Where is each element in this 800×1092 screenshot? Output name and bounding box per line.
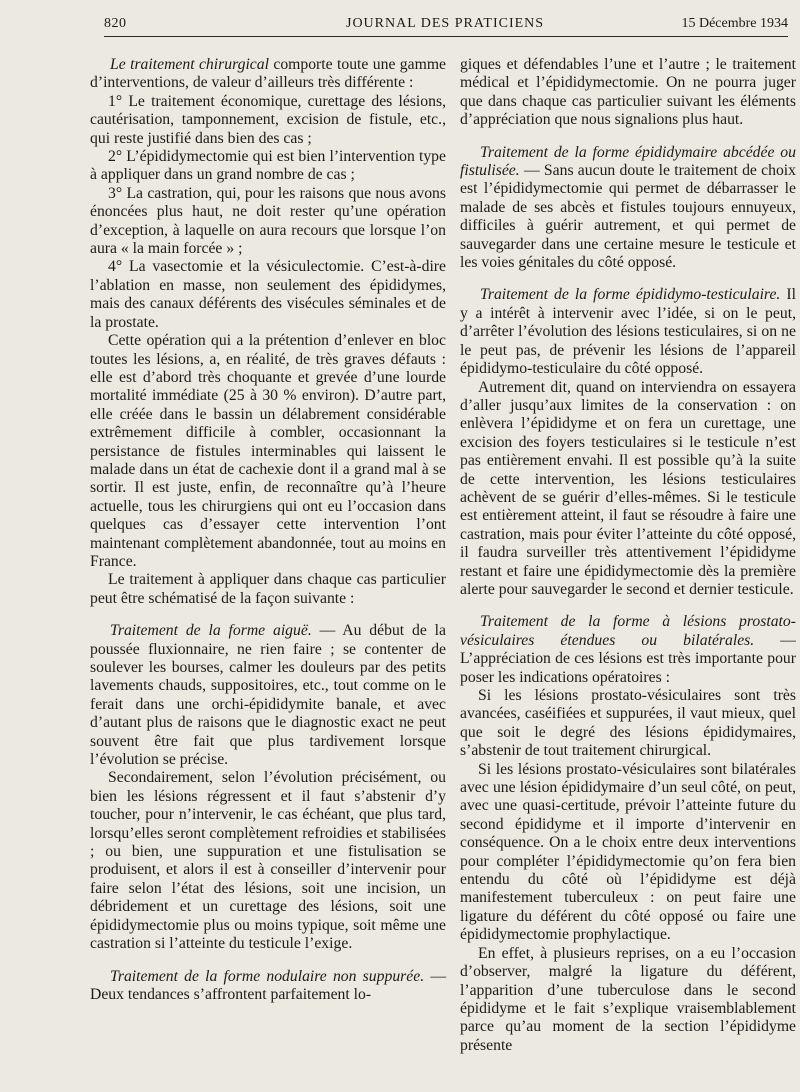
header-rule bbox=[104, 36, 788, 37]
paragraph bbox=[460, 286, 796, 378]
section-heading: Traitement de la forme à lésions prostato-vésiculaires étendues ou bilatérales. bbox=[460, 613, 796, 649]
paragraph-text: comporte toute une gamme d’interventions, de valeur d’ailleurs très différente : bbox=[90, 56, 446, 92]
issue-date: 15 Décembre 1934 bbox=[681, 16, 788, 31]
section-heading: Traitement de la forme aiguë. bbox=[110, 622, 312, 640]
paragraph bbox=[460, 144, 796, 273]
paragraph-text: — Au début de la poussée fluxionnaire, ne rien faire ; se contenter de soulever les bourses, calmer les douleurs par des petits lavements chauds, suppositoires, etc., tout comme on le ferait dans une orchi-épididymite banale, et avec d’autant plus de raisons que le diagnostic exact ne peut souvent être fait que plus tardivement lorsque l’évolution se précise. bbox=[90, 622, 446, 769]
paragraph: Autrement dit, quand on interviendra on essayera d’aller jusqu’aux limites de la conservation : on enlèvera l’épididyme et on fera un curettage, une excision des foyers testiculaires si le testicule n’est pas entièrement envahi. Il est possible qu’à la suite de cette intervention, les lésions testiculaires achèvent de se guérir d’elles-mêmes. Si le testicule est entièrement atteint, il faut se résoudre à faire une castration, mais pour éviter l’atteinte du côté opposé, il faudra surveiller très attentivement l’épididyme restant et faire une épididymectomie dès la première alerte pour sauvegarder le second et dernier testicule. bbox=[460, 378, 796, 598]
paragraph: En effet, à plusieurs reprises, on a eu l’occasion d’observer, malgré la ligature du déférent, l’apparition d’une tuberculose dans le second épididyme et le fait s’explique vraisemblablement parce qu’au moment de la section l’épididyme présente bbox=[460, 944, 796, 1054]
section-heading: Le traitement chirurgical bbox=[110, 56, 269, 73]
list-item: 1° Le traitement économique, curettage des lésions, cautérisation, tamponnement, excision de fistule, etc., qui reste justifié dans bien des cas ; bbox=[90, 92, 446, 147]
section-heading: Traitement de la forme épididymaire abcédée ou fistulisée. bbox=[460, 143, 796, 180]
right-column bbox=[460, 56, 796, 1092]
paragraph-text: — L’appréciation de ces lésions est très importante pour poser les indications opératoires : bbox=[460, 631, 796, 686]
paragraph bbox=[460, 613, 796, 687]
section-heading: Traitement de la forme nodulaire non suppurée. bbox=[110, 967, 425, 985]
list-item: 3° La castration, qui, pour les raisons que nous avons énoncées plus haut, ne doit rester qu’une opération d’exception, à laquelle on aura recours que lorsque l’on aura « la main forcée » ; bbox=[90, 184, 446, 258]
paragraph: giques et défendables l’une et l’autre ; le traitement médical et l’épididymectomie. On ne pourra juger que dans chaque cas particulier suivant les éléments d’appréciation que nous signalions plus haut. bbox=[460, 56, 796, 129]
paragraph-text: Il y a intérêt à intervenir avec l’idée, si on le peut, d’arrêter l’évolution des lésions testiculaires, si on ne le peut pas, de prévenir les lésions de l’appareil épididymo-testiculaire du côté opposé. bbox=[460, 286, 796, 378]
paragraph: Secondairement, selon l’évolution précisément, ou bien les lésions régressent et il faut s’abstenir d’y toucher, pour n’intervenir, le cas échéant, que plus tard, lorsqu’elles seront complètement refroidies et stabilisées ; ou bien, une suppuration et une fistulisation se produisent, et alors il est à conseiller d’intervenir pour faire selon l’état des lésions, soit une incision, un débridement et un curettage des lésions, soit une épididymectomie plus ou moins typique, soit même une castration si l’atteinte du testicule l’exige. bbox=[90, 769, 446, 953]
list-item: 2° L’épididymectomie qui est bien l’intervention type à appliquer dans un grand nombre de cas ; bbox=[90, 148, 446, 184]
paragraph bbox=[90, 622, 446, 769]
journal-title: JOURNAL DES PRATICIENS bbox=[346, 16, 545, 31]
page-number: 820 bbox=[104, 16, 127, 31]
paragraph-text: — Sans aucun doute le traitement de choix est l’épididymectomie qui permet de débarrasser le malade de ses abcès et fistules toujours ennuyeux, difficiles à guérir autrement, et qui permet de sauvegarder dans une certaine mesure le testicule et les voies génitales du côté opposé. bbox=[460, 162, 796, 272]
paragraph: Le traitement à appliquer dans chaque cas particulier peut être schématisé de la façon suivante : bbox=[90, 571, 446, 607]
paragraph bbox=[90, 56, 446, 93]
list-item: 4° La vasectomie et la vésiculectomie. C’est-à-dire l’ablation en masse, non seulement des épididymes, mais des canaux déférents des visécules séminales et de la prostate. bbox=[90, 258, 446, 331]
left-column bbox=[90, 56, 446, 1004]
running-header bbox=[104, 12, 788, 34]
paragraph-text: — Deux tendances s’affrontent parfaitement lo- bbox=[90, 967, 447, 1003]
paragraph: Si les lésions prostato-vésiculaires sont bilatérales avec une lésion épididymaire d’un seul côté, on peut, avec une quasi-certitude, prévoir l’atteinte future du second épididyme et il importe d’intervenir en conséquence. On a le choix entre deux interventions pour compléter l’épididymectomie qu’on fera bien entendu du côté où l’épididyme est déjà manifestement tuberculeux : on peut faire une ligature du déférent du côté opposé ou faire une épididymectomie prophylactique. bbox=[460, 760, 796, 944]
section-heading: Traitement de la forme épididymo-testiculaire. bbox=[480, 286, 781, 304]
paragraph: Cette opération qui a la prétention d’enlever en bloc toutes les lésions, a, en réalité, de très graves défauts : elle est d’abord très choquante et grevée d’une lourde mortalité immédiate (25 à 30 % environ). D’autre part, elle créée dans le bassin un délabrement considérable extrêmement difficile à combler, occasionnant la persistance de fistules interminables qui laissent le malade dans un état de cachexie dont il a grand mal à se sortir. Il est juste, enfin, de reconnaître qu’à l’heure actuelle, tous les chirurgiens qui ont eu l’occasion dans quelques cas d’essayer cette intervention l’ont maintenant complètement abandonnée, tout au moins en France. bbox=[90, 332, 446, 570]
paragraph: Si les lésions prostato-vésiculaires sont très avancées, caséifiées et suppurées, il vaut mieux, quel que soit le degré des lésions épididymaires, s’abstenir de tout traitement chirurgical. bbox=[460, 687, 796, 760]
paragraph bbox=[90, 968, 446, 1005]
